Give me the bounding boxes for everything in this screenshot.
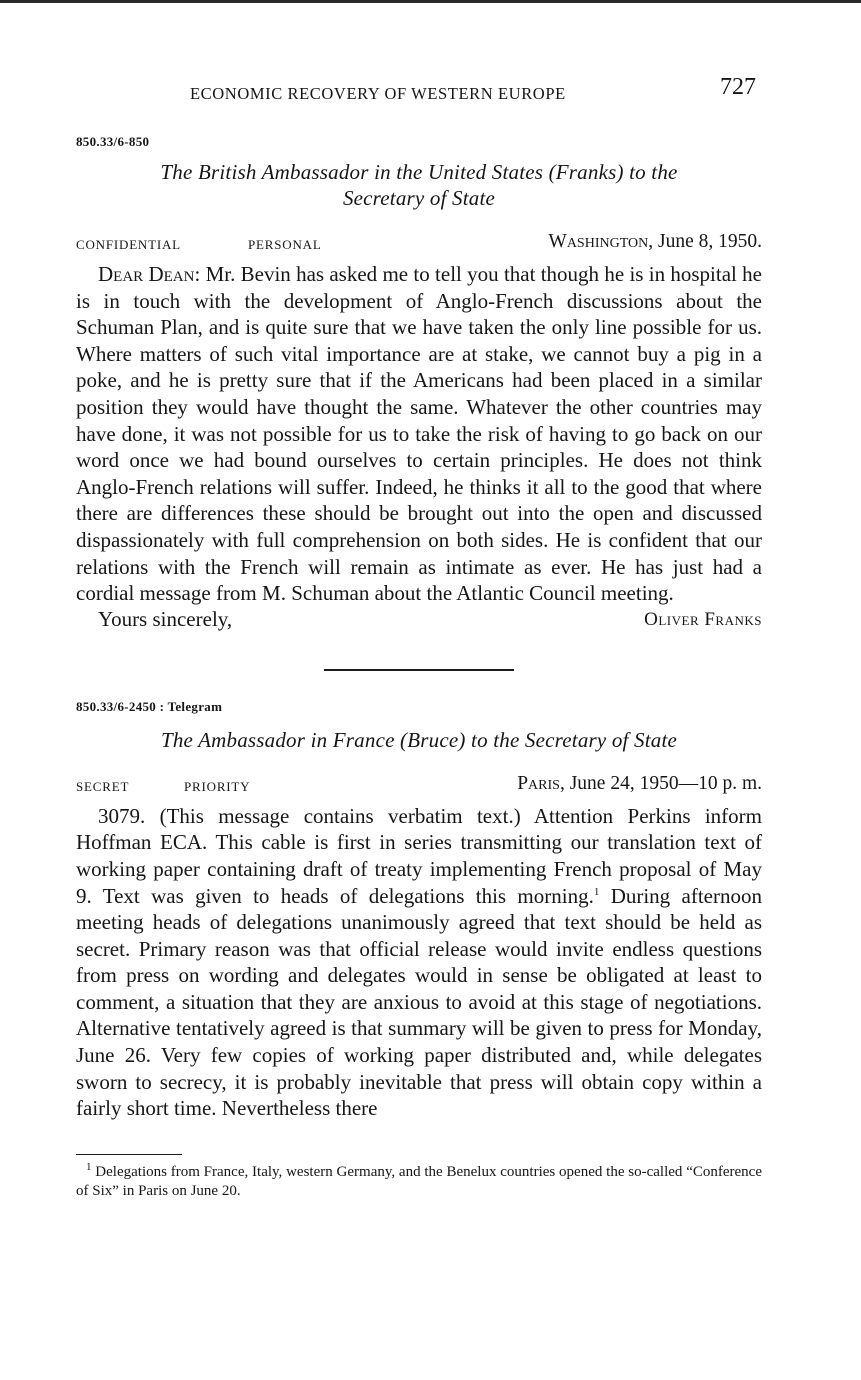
telegram-body	[76, 803, 762, 1122]
letter-text: Mr. Bevin has asked me to tell you that though he is in hospital he is in touch with the development of Anglo-French discussions about the Schuman Plan, and is quite sure that we have taken the only line possible for us. Where matters of such vital importance are at stake, we cannot buy a pig in a poke, and he is pretty sure that if the Americans had been placed in a similar position they would have thought the same. Whatever the other countries may have done, it was not possible for us to take the risk of having to go back on our word once we had bound ourselves to certain principles. He does not think Anglo-French relations will suffer. Indeed, he thinks it all to the good that where there are differences these should be brought out into the open and discussed dispassionately with full comprehension on both sides. He is confident that our relations with the French will remain as intimate as ever. He has just had a cordial message from M. Schuman about the Atlantic Council meeting.	[76, 262, 762, 606]
document-franks-letter	[76, 134, 762, 637]
section-divider	[324, 669, 514, 671]
page-top-edge	[0, 0, 861, 3]
footnote	[76, 1163, 762, 1201]
running-head: ECONOMIC RECOVERY OF WESTERN EUROPE	[190, 84, 566, 103]
handling-label: PERSONAL	[248, 237, 322, 252]
document-title: The Ambassador in France (Bruce) to the Secretary of State	[160, 727, 678, 752]
classification-label: SECRET	[76, 778, 130, 794]
document-title	[76, 159, 762, 211]
title-line-1: The British Ambassador in the United States (Franks) to the	[160, 160, 678, 184]
date-value: , June 24, 1950—10 p. m.	[559, 772, 762, 794]
title-line-2: Secretary of State	[342, 186, 496, 210]
dateline	[76, 773, 762, 803]
footnote-text: Delegations from France, Italy, western Germany, and the Benelux countries opened the so-called “Conference of Six” in Paris on June 20.	[76, 1164, 762, 1200]
footnote-rule	[76, 1154, 182, 1156]
place-name: Washington	[548, 231, 649, 252]
letter-closing	[76, 607, 762, 637]
page-header	[76, 72, 762, 106]
footnote-marker: 1	[86, 1161, 92, 1174]
salutation: Dear Dean	[98, 262, 195, 286]
file-number: 850.33/6-850	[76, 134, 150, 149]
signature: Oliver Franks	[644, 608, 762, 630]
document-bruce-telegram	[76, 699, 762, 1122]
document-page	[76, 72, 762, 1201]
place-name: Paris	[517, 772, 560, 794]
complimentary-close: Yours sincerely,	[98, 606, 233, 631]
date-place	[517, 773, 762, 795]
letter-body: Dear Dean: Mr. Bevin has asked me to tell you that though he is in hospital he is in touch with the development of Anglo-French discussions about the Schuman Plan, and is quite sure that we have taken the only line possible for us. Where matters of such vital importance are at stake, we cannot buy a pig in a poke, and he is pretty sure that if the Americans had been placed in a similar position they would have thought the same. Whatever the other countries may have done, it was not possible for us to take the risk of having to go back on our word once we had bound ourselves to certain principles. He does not think Anglo-French relations will suffer. Indeed, he thinks it all to the good that where there are differences these should be brought out into the open and discussed dispassionately with full comprehension on both sides. He is confident that our relations with the French will remain as intimate as ever. He has just had a cordial message from M. Schuman about the Atlantic Council meeting.	[76, 262, 762, 606]
classification-label: CONFIDENTIAL	[76, 237, 181, 252]
date-place	[548, 231, 762, 253]
handling-label: PRIORITY	[184, 778, 251, 794]
date-value: , June 8, 1950.	[648, 231, 762, 252]
page-number: 727	[720, 74, 756, 100]
footnote-reference[interactable]: 1	[593, 885, 600, 898]
file-number: 850.33/6-2450 : Telegram	[76, 698, 223, 714]
dateline	[76, 231, 762, 261]
telegram-text-part-2: During afternoon meeting heads of delegations unanimously agreed that text should be held as secret. Primary reason was that official release would invite endless questions from press on wording and delegates would in sense be obligated at least to comment, a situation that they are anxious to avoid at this stage of negotiations. Alternative tentatively agreed is that summary will be given to press for Monday, June 26. Very few copies of working paper distributed and, while delegates sworn to secrecy, it is probably inevitable that press will obtain copy within a fairly short time. Nevertheless there	[76, 883, 762, 1121]
telegram-text-part-1: 3079. (This message contains verbatim text.) Attention Perkins inform Hoffman ECA. This cable is first in series transmitting our translation text of working paper containing draft of treaty implementing French proposal of May 9. Text was given to heads of delegations this morning.	[76, 803, 762, 908]
